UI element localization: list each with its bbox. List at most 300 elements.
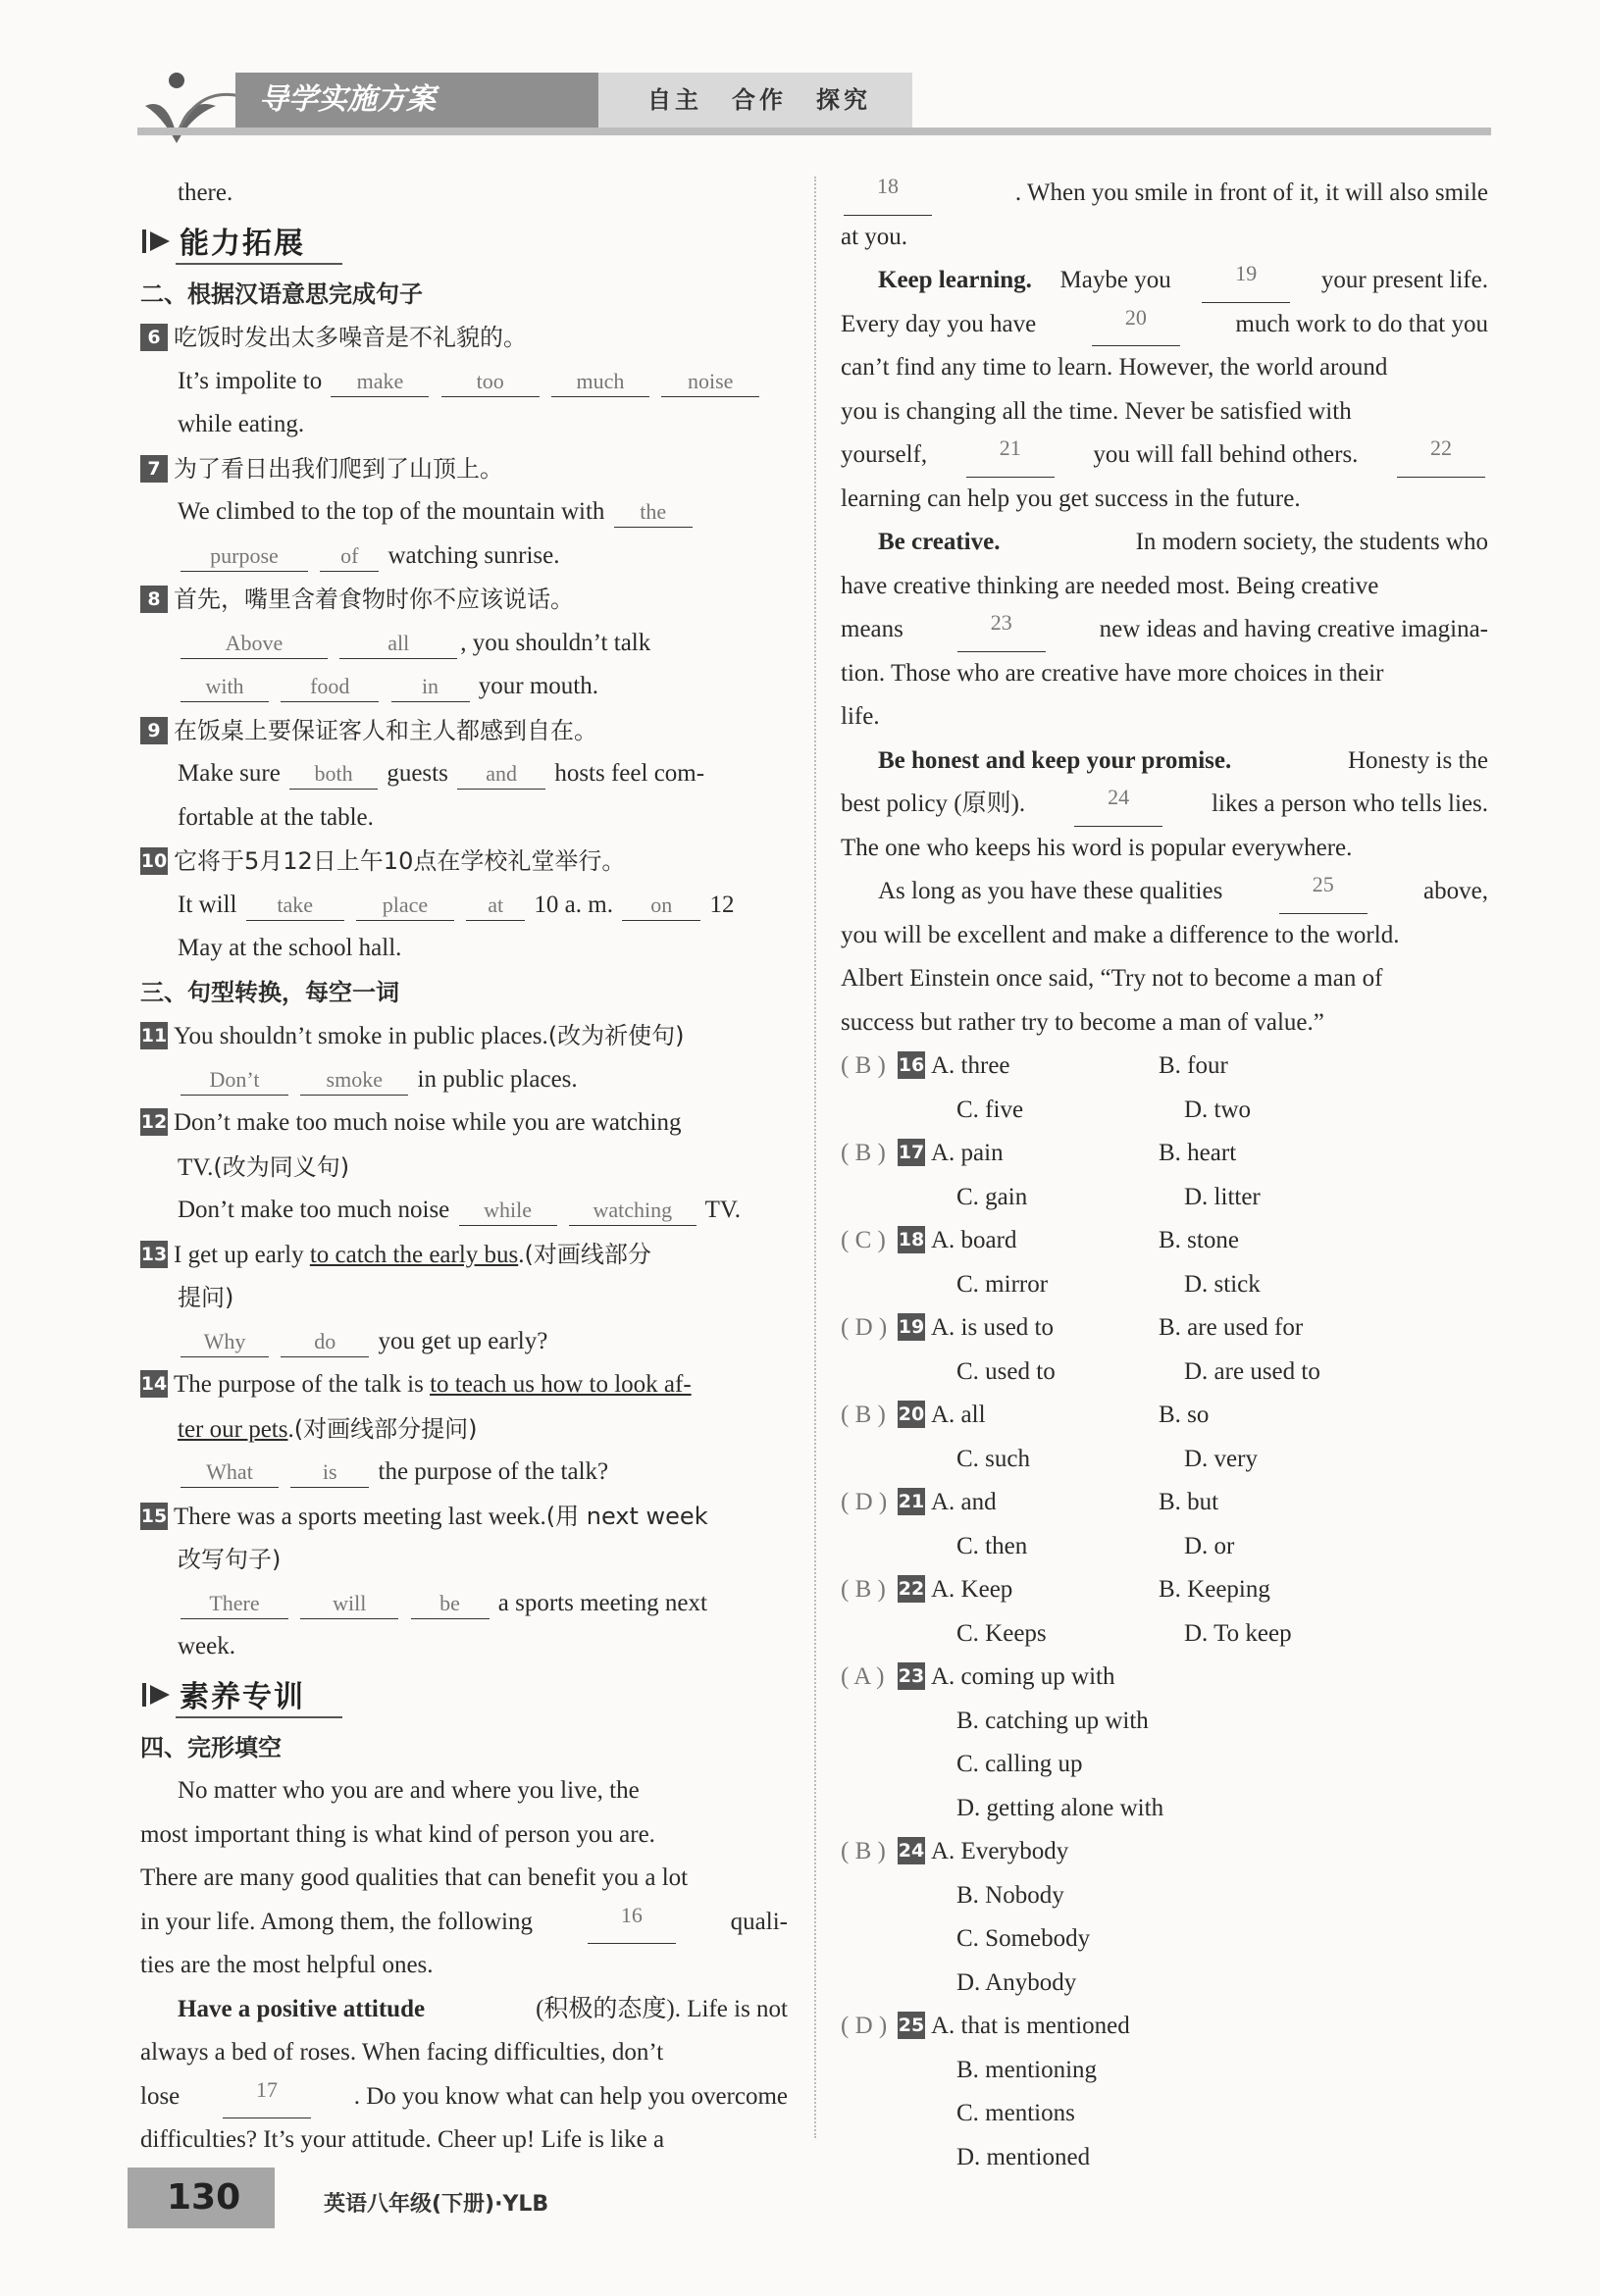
sentence-text: guests [387,760,448,787]
answer-blank[interactable]: purpose [181,541,308,572]
passage-line [841,390,1488,434]
sentence-text: watching sunrise. [387,541,560,569]
cloze-blank[interactable]: 18 [844,172,932,216]
question-number: 6 [140,324,168,351]
passage-line [841,521,1488,565]
answer-bracket[interactable]: ( D ) [841,2013,888,2039]
option[interactable]: C. five [956,1096,1024,1123]
option[interactable]: D. stick [1184,1270,1261,1298]
question-prompt: TV.(改为同义句) [178,1152,350,1181]
answer-blank[interactable]: both [289,759,378,790]
question-prompt: There was a sports meeting last week. [174,1503,546,1530]
continued-text: there. [178,179,233,206]
option[interactable]: B. Keeping [1159,1576,1270,1603]
passage-text: As long as you have these qualities [878,878,1223,904]
cloze-blank[interactable]: 25 [1279,870,1368,914]
choice-options-row [841,1612,1488,1657]
answer-blank[interactable]: all [339,629,457,659]
left-column [140,172,788,2163]
question-6 [140,316,788,360]
answer-blank[interactable]: and [457,759,545,790]
answer-letter: A [853,1663,870,1690]
cloze-blank[interactable]: 20 [1092,303,1180,347]
sentence-text: the purpose of the talk? [378,1458,609,1485]
option[interactable]: D. are used to [1184,1357,1320,1385]
column-divider [814,177,816,2138]
answer-blank[interactable]: too [441,367,540,397]
passage-line [140,1857,788,1901]
option[interactable]: D. To keep [1184,1619,1292,1647]
passage-text: above, [1423,878,1488,904]
passage-line [841,434,1488,478]
passage-line [841,1001,1488,1046]
answer-blank[interactable]: on [622,891,700,921]
answer-blank[interactable]: watching [569,1196,697,1226]
question-number: 14 [140,1370,168,1398]
passage-text: ties are the most helpful ones. [140,1952,434,1978]
question-number: 7 [140,455,168,483]
option[interactable]: B. stone [1159,1227,1239,1253]
choice-options-row [841,1176,1488,1220]
answer-blank[interactable]: smoke [300,1065,408,1096]
passage-text: have creative thinking are needed most. Being creative [841,572,1379,599]
passage-line [841,172,1488,216]
choice-options-row [841,1700,1488,1744]
sentence-text: you get up early? [378,1327,548,1354]
passage-line [140,1988,788,2032]
cloze-blank[interactable]: 21 [966,434,1055,478]
passage-text: you will be excellent and make a difference to the world. [841,921,1400,948]
sentence-text: week. [178,1633,235,1659]
sentence-text: fortable at the table. [178,803,374,831]
answer-blank[interactable]: in [391,672,470,702]
section-heading: 二、根据汉语意思完成句子 [140,280,423,308]
passage-text: can’t find any time to learn. However, the world around [841,354,1388,381]
sentence-text: May at the school hall. [178,935,402,961]
answer-line [140,1189,788,1233]
passage-text: Honesty is the [1347,746,1488,774]
passage-text: best policy (原则). [841,791,1026,817]
answer-bracket[interactable]: ( D ) [841,1489,888,1515]
answer-blank[interactable]: What [181,1457,279,1488]
question-11 [140,1014,788,1058]
answer-bracket[interactable]: ( B ) [841,1576,886,1603]
answer-letter: B [854,1402,872,1428]
question-15 [140,1495,788,1539]
option[interactable]: D. very [1184,1445,1258,1472]
answer-line [140,665,788,709]
banner-title: 能力拓展 [180,226,305,261]
option[interactable]: C. Keeps [956,1619,1047,1647]
answer-letter: D [854,1489,873,1515]
option[interactable]: A. is used to [931,1314,1054,1341]
passage-line [841,870,1488,914]
question-8 [140,578,788,622]
answer-blank[interactable]: place [356,891,454,921]
answer-blank[interactable]: do [281,1327,369,1357]
answer-blank[interactable]: the [614,497,693,528]
header-tag: 自主 [647,86,702,114]
option[interactable]: B. mentioning [956,2056,1098,2083]
sentence-text: in public places. [417,1065,578,1093]
answer-blank[interactable]: of [320,541,379,572]
option[interactable]: B. but [1159,1489,1219,1515]
option[interactable]: C. such [956,1445,1030,1472]
answer-blank[interactable]: noise [661,367,759,397]
option[interactable]: A. board [931,1227,1017,1253]
passage-text: lose [140,2082,181,2110]
question-instruction: (用 next week [545,1502,708,1530]
passage-line [140,1901,788,1945]
bold-lead: Keep learning. [878,267,1032,293]
choice-options-row [841,1525,1488,1569]
option[interactable]: B. heart [1159,1140,1237,1166]
passage-text: success but rather try to become a man of value.” [841,1008,1324,1036]
passage-text: you will fall behind others. [1093,441,1359,468]
book-title: 英语八年级(下册)·YLB [324,2192,549,2217]
question-number: 11 [140,1022,168,1049]
answer-blank[interactable]: will [300,1589,398,1619]
question-instruction: (对画线部分提问) [293,1414,478,1443]
option[interactable]: A. and [931,1489,997,1515]
question-number: 13 [140,1241,168,1268]
option[interactable]: A. all [931,1402,986,1428]
page-number: 130 [128,2168,275,2228]
section-banner-ability [140,216,788,273]
answer-line [140,752,788,796]
option[interactable]: D. litter [1184,1183,1261,1210]
passage-line [841,259,1488,303]
answer-letter: B [854,1140,872,1166]
passage-text: Albert Einstein once said, “Try not to become a man of [841,965,1383,992]
cloze-passage-continued [841,172,1488,1045]
passage-text: you is changing all the time. Never be satisfied with [841,397,1352,425]
sentence-text: your mouth. [478,673,598,699]
sentence-text: hosts feel com- [554,760,705,787]
answer-blank[interactable]: is [290,1457,369,1488]
question-prompt: 首先，嘴里含着食物时你不应该说话。 [174,586,574,613]
answer-blank[interactable]: There [181,1589,288,1619]
choice-question [841,1045,1488,1089]
cloze-blank[interactable]: 22 [1397,434,1485,478]
choice-question [841,1306,1488,1351]
answer-blank[interactable]: while [459,1196,557,1226]
question-prompt: 它将于5月12日上午10点在学校礼堂举行。 [174,847,626,875]
question-number: 25 [898,2012,925,2039]
passage-line [841,783,1488,827]
question-number: 12 [140,1108,168,1136]
answer-line [140,1582,788,1626]
choice-options-row [841,1787,1488,1831]
option[interactable]: A. coming up with [931,1663,1115,1690]
page-footer [128,2168,1501,2236]
passage-text: No matter who you are and where you live, the [178,1777,640,1804]
question-instruction: 提问) [178,1284,234,1311]
sentence-text: 12 [709,891,735,918]
answer-blank[interactable]: Why [181,1327,269,1357]
answer-bracket[interactable]: ( A ) [841,1663,885,1690]
choice-options-row [841,1962,1488,2006]
section-heading: 四、完形填空 [140,1733,282,1761]
choice-options-row [841,2092,1488,2136]
option[interactable]: A. three [931,1052,1010,1079]
passage-text: at you. [841,223,908,250]
header-tag: 合作 [732,86,787,114]
choice-options-row [841,2049,1488,2093]
underlined-part: to catch the early bus [309,1241,519,1268]
answer-letter: B [854,1838,872,1864]
passage-text: yourself, [841,441,928,468]
question-prompt: Don’t make too much noise while you are watching [174,1109,682,1136]
option[interactable]: B. catching up with [956,1707,1149,1734]
answer-line [140,490,788,535]
passage-line [841,914,1488,958]
passage-line [841,303,1488,347]
cloze-blank[interactable]: 17 [223,2075,311,2119]
answer-letter: C [854,1227,872,1253]
passage-text: your present life. [1320,267,1488,293]
passage-line [841,565,1488,609]
option[interactable]: B. Nobody [956,1881,1064,1909]
sentence-text: Make sure [178,760,281,787]
passage-text: always a bed of roses. When facing difficulties, don’t [140,2039,664,2066]
answer-line [140,1320,788,1364]
passage-text: difficulties? It’s your attitude. Cheer up! Life is like a [140,2126,665,2153]
passage-text: learning can help you get success in the future. [841,485,1301,512]
passage-line [140,1944,788,1988]
section-banner-literacy [140,1669,788,1726]
underlined-part: ter our pets [178,1415,288,1443]
choice-question [841,1830,1488,1874]
question-14: 14 The purpose of the talk is to teach us how to look af- [140,1371,692,1398]
answer-line [140,360,788,404]
sentence-text: It’s impolite to [178,367,323,394]
answer-blank[interactable]: take [246,891,344,921]
option[interactable]: B. four [1159,1052,1228,1079]
option[interactable]: B. so [1159,1402,1210,1428]
answer-blank[interactable]: be [411,1589,490,1619]
passage-text: (积极的态度). Life is not [536,1995,788,2022]
question-number: 15 [140,1503,168,1530]
option[interactable]: C. mentions [956,2100,1075,2126]
answer-line [140,535,788,579]
passage-line [841,216,1488,260]
question-instruction: (改为祈使句) [547,1022,685,1049]
arrow-right-icon [140,224,176,259]
passage-line [841,740,1488,784]
choice-question [841,1132,1488,1176]
question-prompt: 为了看日出我们爬到了山顶上。 [174,454,503,483]
question-number: 8 [140,586,168,613]
question-number: 23 [898,1662,925,1690]
answer-blank[interactable]: with [181,672,269,702]
sentence-text: TV. [704,1197,741,1223]
question-number: 24 [898,1837,925,1864]
option[interactable]: D. or [1184,1532,1235,1559]
option[interactable]: D. mentioned [956,2143,1091,2170]
option[interactable]: B. are used for [1159,1314,1304,1341]
answer-blank[interactable]: Above [181,629,328,659]
answer-bracket[interactable]: ( B ) [841,1838,886,1864]
passage-text: The one who keeps his word is popular everywhere. [841,834,1353,861]
sentence-text: 10 a. m. [534,891,613,918]
question-number: 16 [898,1051,925,1079]
header-title: 导学实施方案 [235,73,598,128]
question-instruction: (改为同义句) [213,1152,350,1181]
passage-line [140,2075,788,2119]
cloze-blank[interactable]: 16 [588,1901,676,1945]
answer-blank[interactable]: food [281,672,379,702]
passage-text: Every day you have [841,310,1037,337]
passage-line [140,2031,788,2075]
sentence-text: It will [178,891,237,918]
header-tag: 探究 [816,86,871,114]
question-prompt: ter our pets.(对画线部分提问) [178,1414,478,1443]
question-9 [140,709,788,753]
question-number: 18 [898,1226,925,1253]
passage-text: in your life. Among them, the following [140,1908,533,1935]
question-instruction: (对画线部分 [524,1240,651,1268]
passage-line [841,652,1488,696]
choice-question [841,1568,1488,1612]
cloze-passage [140,1769,788,2163]
passage-text: much work to do that you [1235,310,1488,337]
bold-lead: Have a positive attitude [178,1995,426,2022]
passage-text: There are many good qualities that can benefit you a lot [140,1864,689,1891]
answer-bracket[interactable]: ( B ) [841,1402,886,1428]
answer-letter: B [854,1052,872,1079]
page-header [137,67,1491,145]
option[interactable]: C. then [956,1532,1028,1559]
passage-text: likes a person who tells lies. [1212,791,1488,817]
header-tags [598,73,912,128]
passage-line [841,957,1488,1001]
cloze-blank[interactable]: 23 [957,608,1046,652]
question-prompt: 吃饭时发出太多噪音是不礼貌的。 [174,324,527,351]
option[interactable]: C. used to [956,1357,1056,1385]
answer-blank[interactable]: at [466,891,525,921]
choice-options-row [841,1917,1488,1962]
sentence-text: a sports meeting next [497,1589,707,1616]
question-number: 19 [898,1313,925,1341]
header-rule [137,128,1491,135]
passage-line [841,608,1488,652]
sentence-text: We climbed to the top of the mountain with [178,498,605,525]
answer-bracket[interactable]: ( D ) [841,1314,888,1341]
option[interactable]: C. Somebody [956,1925,1091,1952]
passage-line [841,827,1488,871]
option[interactable]: C. calling up [956,1751,1083,1777]
section-heading: 三、句型转换，每空一词 [140,978,399,1006]
option[interactable]: A. Keep [931,1576,1013,1603]
answer-line [140,1058,788,1102]
question-number: 17 [898,1139,925,1166]
option[interactable]: D. getting alone with [956,1794,1164,1821]
passage-line [140,2118,788,2163]
bold-lead: Be honest and keep your promise. [878,746,1232,774]
question-prompt: 在饭桌上要保证客人和主人都感到自在。 [174,716,597,744]
question-12 [140,1101,788,1146]
option[interactable]: A. Everybody [931,1838,1069,1864]
answer-bracket[interactable]: ( C ) [841,1227,886,1253]
passage-text: . When you smile in front of it, it will also smile [1014,179,1488,206]
choice-question [841,1394,1488,1438]
choice-options-row [841,1438,1488,1482]
passage-line [841,478,1488,522]
right-column [841,172,1488,2179]
choice-options-row [841,1351,1488,1395]
passage-text: new ideas and having creative imagina- [1099,616,1488,642]
answer-letter: D [854,1314,873,1341]
option[interactable]: A. pain [931,1140,1004,1166]
choice-question [841,1656,1488,1700]
answer-bracket[interactable]: ( B ) [841,1140,886,1166]
choice-options-row [841,1263,1488,1307]
cloze-blank[interactable]: 19 [1202,259,1290,303]
sentence-text: , you shouldn’t talk [460,629,651,656]
choice-question [841,2005,1488,2049]
passage-line [841,695,1488,740]
answer-line [140,884,788,928]
question-number: 20 [898,1401,925,1428]
bold-lead: Be creative. [878,529,1001,555]
question-prompt: You shouldn’t smoke in public places. [174,1023,548,1049]
answer-blank[interactable]: Don’t [181,1065,288,1096]
answer-blank[interactable]: make [331,367,429,397]
choice-options-row [841,1874,1488,1918]
underlined-part: to teach us how to look af- [430,1371,692,1398]
option[interactable]: C. mirror [956,1270,1049,1298]
passage-text: Maybe you [1059,267,1171,293]
cloze-blank[interactable]: 24 [1074,783,1162,827]
question-instruction: 改写句子) [178,1546,282,1573]
passage-text: life. [841,703,880,730]
option[interactable]: C. gain [956,1183,1028,1210]
question-10 [140,840,788,884]
sentence-text: Don’t make too much noise [178,1197,450,1223]
passage-line [140,1813,788,1858]
option[interactable]: D. Anybody [956,1968,1077,1996]
answer-blank[interactable]: much [551,367,649,397]
choice-question [841,1219,1488,1263]
answer-line [140,1451,788,1495]
question-number: 9 [140,717,168,744]
answer-bracket[interactable]: ( B ) [841,1052,886,1079]
choice-options-row [841,1089,1488,1133]
banner-title: 素养专训 [180,1679,305,1714]
question-13: 13 I get up early to catch the early bus.(对画线部分 [140,1240,651,1268]
passage-text: means [841,616,903,642]
passage-text: quali- [730,1908,788,1935]
option[interactable]: A. that is mentioned [931,2013,1130,2039]
question-number: 21 [898,1488,925,1515]
choice-list [841,1045,1488,2179]
choice-options-row [841,1743,1488,1787]
passage-line [140,1769,788,1813]
passage-text: most important thing is what kind of person you are. [140,1820,655,1848]
answer-letter: B [854,1576,872,1603]
passage-text: . Do you know what can help you overcome [353,2082,788,2110]
question-7 [140,447,788,491]
sentence-text: while eating. [178,411,305,437]
option[interactable]: D. two [1184,1096,1252,1123]
question-number: 10 [140,847,168,875]
question-number: 22 [898,1575,925,1603]
arrow-right-icon [140,1677,176,1712]
passage-text: tion. Those who are creative have more choices in their [841,659,1384,687]
choice-question [841,1481,1488,1525]
answer-letter: D [854,2013,873,2039]
